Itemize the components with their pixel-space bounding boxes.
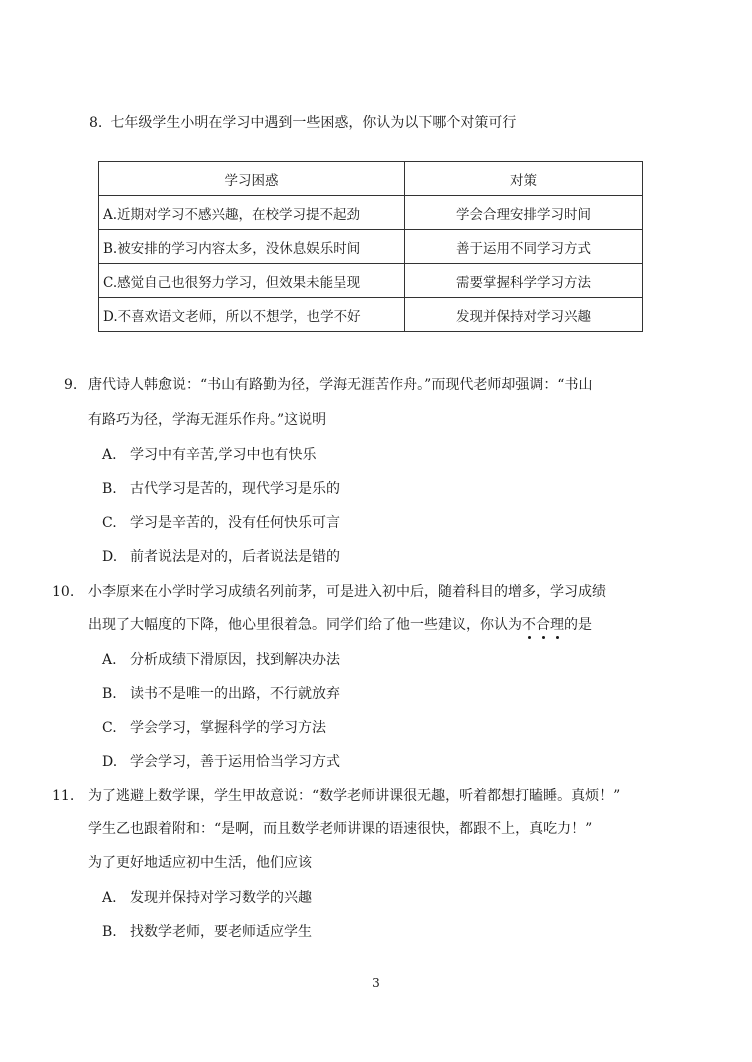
- emphasis-char: 合: [536, 617, 550, 633]
- question-number: 10.: [52, 584, 75, 600]
- question-text: 为了更好地适应初中生活，他们应该: [88, 855, 312, 871]
- option-a: A. 学习中有辛苦,学习中也有快乐: [102, 447, 317, 463]
- emphasized-text: [522, 617, 564, 633]
- question-text: 出现了大幅度的下降，他心里很着急。同学们给了他一些建议，你认为不合理的是: [88, 617, 592, 633]
- table-cell-confusion: B.被安排的学习内容太多，没休息娱乐时间: [99, 230, 405, 264]
- option-a: A. 分析成绩下滑原因，找到解决办法: [102, 652, 340, 668]
- question-text: 为了逃避上数学课，学生甲故意说：“数学老师讲课很无趣，听着都想打瞌睡。真烦！”: [88, 788, 621, 804]
- table-cell-confusion: C.感觉自己也很努力学习，但效果未能呈现: [99, 264, 405, 298]
- question-text: 学生乙也跟着附和：“是啊，而且数学老师讲课的语速很快，都跟不上，真吃力！”: [88, 821, 593, 837]
- table-cell-strategy: 发现并保持对学习兴趣: [405, 298, 643, 332]
- question-8-stem: [89, 113, 516, 133]
- option-b: B. 找数学老师，要老师适应学生: [102, 924, 312, 940]
- option-b: B. 古代学习是苦的，现代学习是乐的: [102, 481, 340, 497]
- table-cell-strategy: 学会合理安排学习时间: [405, 196, 643, 230]
- question-text: 七年级学生小明在学习中遇到一些困惑，你认为以下哪个对策可行: [110, 115, 517, 131]
- table-row: [99, 230, 643, 264]
- table-cell-confusion: D.不喜欢语文老师，所以不想学，也学不好: [99, 298, 405, 332]
- table-cell-strategy: 善于运用不同学习方式: [405, 230, 643, 264]
- question-8-table: [98, 161, 643, 332]
- table-row: [99, 264, 643, 298]
- table-header-cell: 学习困惑: [99, 162, 405, 196]
- option-a: A. 发现并保持对学习数学的兴趣: [102, 890, 312, 906]
- table-header-row: [99, 162, 643, 196]
- question-number: 8.: [89, 115, 103, 131]
- table-cell-strategy: 需要掌握科学学习方法: [405, 264, 643, 298]
- question-text: 有路巧为径，学海无涯乐作舟。”这说明: [88, 412, 327, 428]
- option-b: B. 读书不是唯一的出路，不行就放弃: [102, 686, 340, 702]
- option-c: C. 学会学习，掌握科学的学习方法: [102, 720, 326, 736]
- table-cell-confusion: A.近期对学习不感兴趣，在校学习提不起劲: [99, 196, 405, 230]
- question-text: 小李原来在小学时学习成绩名列前茅，可是进入初中后，随着科目的增多，学习成绩: [88, 584, 606, 600]
- question-9-stem: [64, 375, 704, 430]
- question-text: 唐代诗人韩愈说：“书山有路勤为径，学海无涯苦作舟。”而现代老师却强调：“书山: [88, 377, 593, 393]
- option-c: C. 学习是辛苦的，没有任何快乐可言: [102, 515, 340, 531]
- page-number: 3: [372, 976, 380, 990]
- question-number: 11.: [52, 788, 75, 804]
- table-row: [99, 196, 643, 230]
- emphasis-char: 理: [550, 617, 564, 633]
- option-d: D. 学会学习，善于运用恰当学习方式: [102, 754, 340, 770]
- table-header-cell: 对策: [405, 162, 643, 196]
- option-d: D. 前者说法是对的，后者说法是错的: [102, 549, 340, 565]
- table-row: [99, 298, 643, 332]
- question-number: 9.: [64, 377, 78, 393]
- emphasis-char: 不: [522, 617, 536, 633]
- question-11-stem: [52, 786, 704, 873]
- question-10-stem: [52, 582, 704, 635]
